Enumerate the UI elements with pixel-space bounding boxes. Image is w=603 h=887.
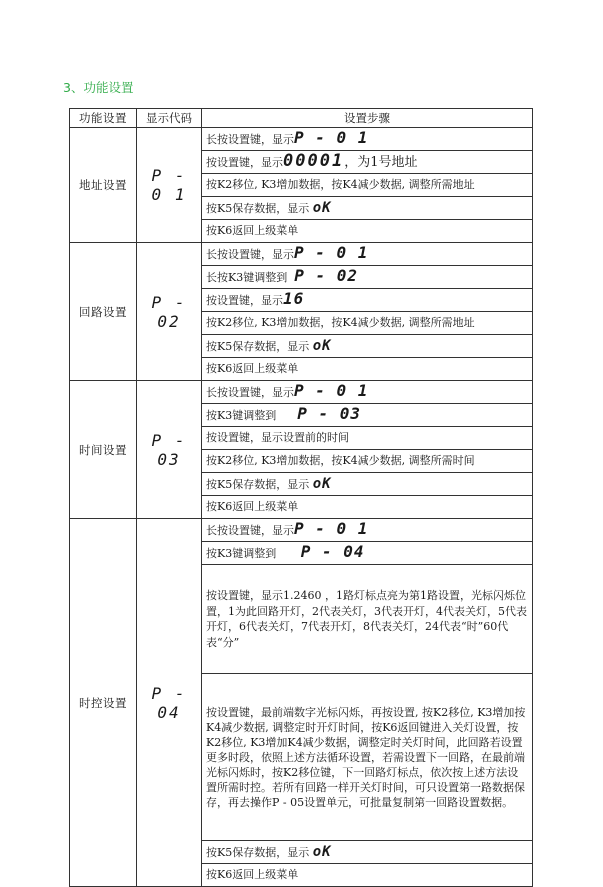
step-text: 按设置键，最前端数字光标闪烁，再按设置, 按K2移位, K3增加按K4减少数据, 调整定时开灯时间，按K6返回键进入关灯设置，按K2移位, K3增加K4减少数据，调整定时关灯时间，此回路若设置更多时段，依照上述方法循环设置，若需设置下一回路，在最前端光标闪烁时，按K2移位键，下一回路灯标点，依次按上述方法设置所需时控。若所有回路一样开关灯时间，可只设置第一路数据保存，再去操作P - 05设置单元，可批量复制第一回路设置数据。 <box>206 705 526 809</box>
step-text: 长按K3键调整到 <box>206 271 288 284</box>
step-cell <box>202 220 533 243</box>
step-text: 按K2移位, K3增加数据，按K4减少数据, 调整所需地址 <box>206 316 475 329</box>
function-name: 地址设置 <box>70 128 137 243</box>
step-cell <box>202 674 533 841</box>
segment-display: P - 0 1 <box>294 128 369 147</box>
display-code-value: P - 0 1 <box>151 166 187 204</box>
header-function: 功能设置 <box>70 109 137 128</box>
step-cell <box>202 289 533 312</box>
step-text: 按K5保存数据，显示 <box>206 477 310 491</box>
step-text-tail: ，为1号地址 <box>344 155 418 170</box>
header-code: 显示代码 <box>137 109 202 128</box>
step-text: 长按设置键，显示 <box>206 524 294 537</box>
table-row <box>70 381 533 404</box>
step-cell <box>202 174 533 197</box>
function-name: 时间设置 <box>70 381 137 519</box>
step-cell <box>202 565 533 674</box>
segment-display: oK <box>312 199 332 216</box>
table-row <box>70 519 533 542</box>
step-cell <box>202 841 533 864</box>
step-cell <box>202 473 533 496</box>
step-text: 按K3键调整到 <box>206 547 277 560</box>
display-code-value: P - 02 <box>151 292 187 331</box>
segment-display: P - 0 1 <box>294 381 369 400</box>
function-name: 时控设置 <box>70 519 137 887</box>
step-cell <box>202 404 533 427</box>
step-text: 按设置键，显示1.2460 ，1路灯标点亮为第1路设置，光标闪烁位置，1为此回路开灯，2代表关灯，3代表开灯，4代表关灯，5代表开灯，6代表关灯，7代表开灯，8代表关灯，24代表“时”60代表“分” <box>206 589 527 649</box>
step-text: 按K5保存数据，显示 <box>206 339 310 353</box>
step-text: 按K6返回上级菜单 <box>206 224 299 237</box>
step-text: 按K3键调整到 <box>206 409 277 422</box>
segment-display: oK <box>312 337 332 354</box>
header-steps: 设置步骤 <box>202 109 533 128</box>
segment-display: P - 04 <box>300 542 365 561</box>
step-cell <box>202 243 533 266</box>
display-code <box>137 128 202 243</box>
step-text: 长按设置键，显示 <box>206 248 294 261</box>
step-text: 按K6返回上级菜单 <box>206 500 299 513</box>
step-text: 按K5保存数据，显示 <box>206 845 310 859</box>
display-code-value: P - 04 <box>151 683 187 722</box>
function-settings-table <box>69 108 533 887</box>
step-cell <box>202 335 533 358</box>
step-cell <box>202 381 533 404</box>
step-cell <box>202 542 533 565</box>
segment-display: P - 03 <box>297 404 361 423</box>
step-cell <box>202 450 533 473</box>
display-code <box>137 519 202 887</box>
step-text: 按设置键，显示 <box>206 156 283 169</box>
step-text: 按K2移位, K3增加数据，按K4减少数据, 调整所需时间 <box>206 454 475 467</box>
step-text: 按K2移位, K3增加数据，按K4减少数据, 调整所需地址 <box>206 178 475 191</box>
step-cell <box>202 266 533 289</box>
segment-display: 16 <box>283 289 305 308</box>
display-code-value: P - 03 <box>151 430 187 469</box>
step-cell <box>202 151 533 174</box>
table-header-row <box>70 109 533 128</box>
function-name: 回路设置 <box>70 243 137 381</box>
table-row <box>70 243 533 266</box>
table-row <box>70 128 533 151</box>
step-cell <box>202 427 533 450</box>
display-code <box>137 381 202 519</box>
step-text: 按设置键，显示设置前的时间 <box>206 431 349 444</box>
step-cell <box>202 128 533 151</box>
segment-display: P - 02 <box>294 266 359 285</box>
section-title: 3、功能设置 <box>63 80 134 95</box>
step-cell <box>202 864 533 887</box>
step-text: 长按设置键，显示 <box>206 133 294 146</box>
step-cell <box>202 197 533 220</box>
step-cell <box>202 312 533 335</box>
step-text: 按K6返回上级菜单 <box>206 362 299 375</box>
segment-display: 00001 <box>283 151 345 171</box>
step-cell <box>202 358 533 381</box>
step-text: 长按设置键，显示 <box>206 386 294 399</box>
step-text: 按K5保存数据，显示 <box>206 201 310 215</box>
step-cell <box>202 519 533 542</box>
segment-display: P - 0 1 <box>294 519 369 538</box>
segment-display: oK <box>312 475 332 492</box>
step-cell <box>202 496 533 519</box>
step-text: 按设置键，显示 <box>206 294 283 307</box>
segment-display: P - 0 1 <box>294 243 369 262</box>
segment-display: oK <box>312 843 332 860</box>
step-text: 按K6返回上级菜单 <box>206 868 299 881</box>
display-code <box>137 243 202 381</box>
